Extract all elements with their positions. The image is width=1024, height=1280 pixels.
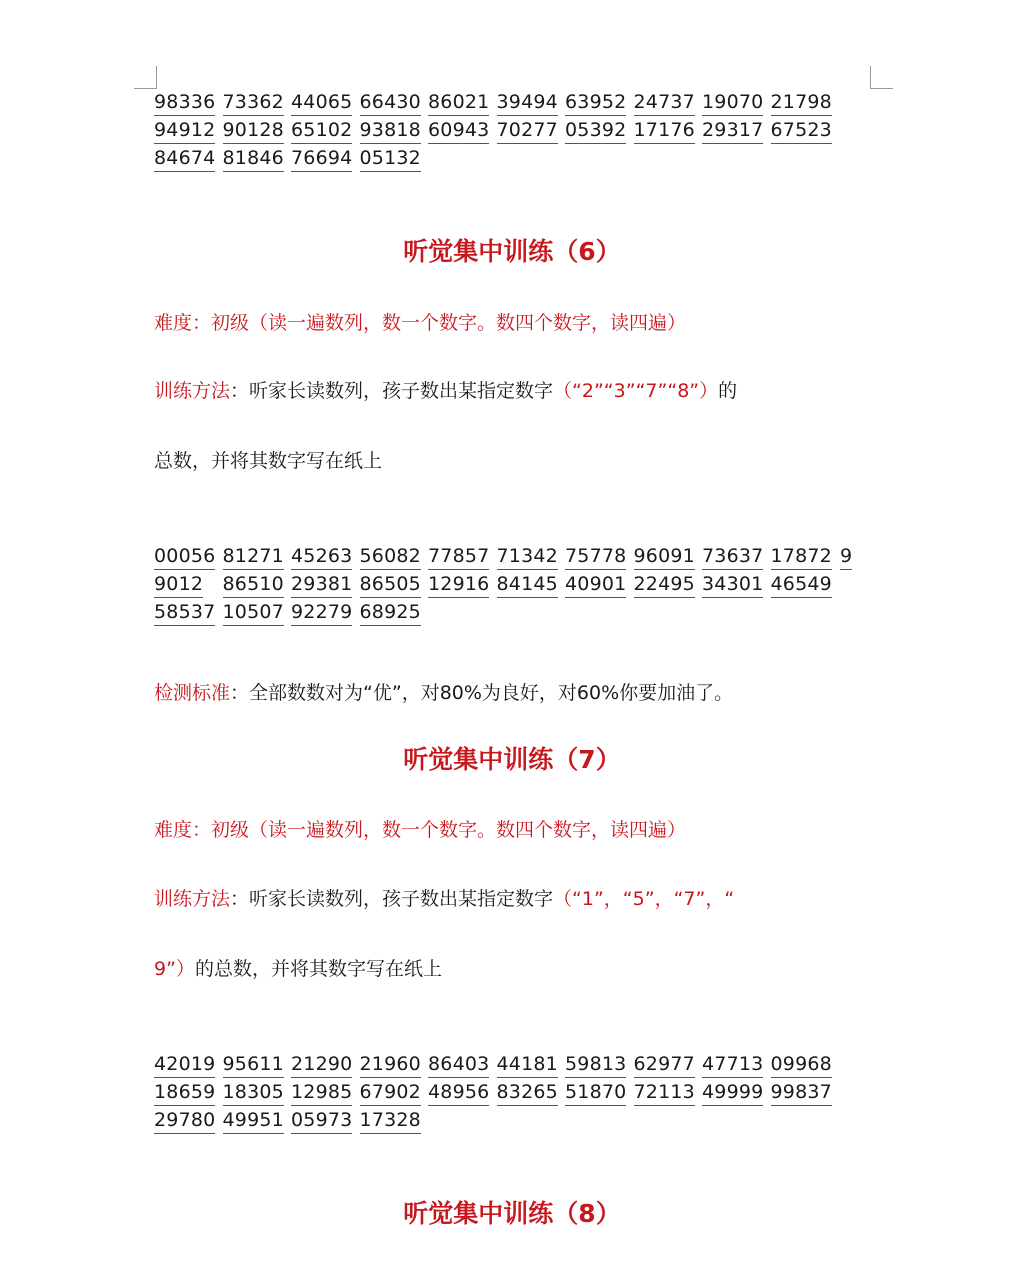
number-cell: 58537: [154, 600, 215, 626]
number-cell: 81271: [223, 544, 284, 570]
criteria-text: ：全部数数对为“优”，对80%为良好，对60%你要加油了。: [230, 682, 734, 704]
section-7-difficulty: 难度：初级（读一遍数列，数一个数字。数四个数字，读四遍）: [154, 819, 687, 841]
number-row: [154, 1080, 874, 1108]
number-cell: 05392: [565, 118, 626, 144]
number-cell: 66430: [360, 90, 421, 116]
number-cell: 70277: [497, 118, 558, 144]
number-cell: 21960: [360, 1052, 421, 1078]
number-cell: 29780: [154, 1108, 215, 1134]
number-row: [154, 90, 874, 118]
number-cell: 67523: [771, 118, 832, 144]
number-cell: 21290: [291, 1052, 352, 1078]
number-row: [154, 146, 874, 174]
number-cell: 98336: [154, 90, 215, 116]
method-digits-cont: 9”）: [154, 958, 195, 980]
method-digits: （“2”“3”“7”“8”）: [553, 380, 719, 402]
number-cell: 73637: [702, 544, 763, 570]
number-cell: 22495: [634, 572, 695, 598]
number-cell: 63952: [565, 90, 626, 116]
number-block-section-6: [154, 544, 874, 628]
number-cell: 18305: [223, 1080, 284, 1106]
number-cell: 17176: [634, 118, 695, 144]
number-cell: 67902: [360, 1080, 421, 1106]
number-block-section-7: [154, 1052, 874, 1136]
method-text-end: 的: [718, 380, 738, 402]
section-6-method-line2: 总数，并将其数字写在纸上: [154, 450, 383, 472]
number-cell: 72113: [634, 1080, 695, 1106]
number-row: [154, 1108, 874, 1136]
number-cell: 65102: [291, 118, 352, 144]
number-cell: 77857: [428, 544, 489, 570]
number-cell: 40901: [565, 572, 626, 598]
section-6-method: [154, 378, 737, 404]
number-cell: 9012: [154, 572, 203, 598]
number-cell: 99837: [771, 1080, 832, 1106]
method-label: 训练方法: [154, 380, 231, 402]
number-row: [154, 118, 874, 146]
number-cell: 21798: [771, 90, 832, 116]
section-7-method-line2: [154, 956, 442, 982]
number-cell: 34301: [702, 572, 763, 598]
number-cell: 71342: [497, 544, 558, 570]
method-label: 训练方法: [154, 888, 231, 910]
number-cell: 62977: [634, 1052, 695, 1078]
number-cell: 44181: [497, 1052, 558, 1078]
number-cell: 12916: [428, 572, 489, 598]
number-row: [154, 572, 874, 600]
number-cell: 49951: [223, 1108, 284, 1134]
number-cell: 48956: [428, 1080, 489, 1106]
number-row: [154, 600, 874, 628]
number-cell: 94912: [154, 118, 215, 144]
number-cell: 29317: [702, 118, 763, 144]
number-cell: 68925: [360, 600, 421, 626]
number-cell: 86510: [223, 572, 284, 598]
number-cell: 45263: [291, 544, 352, 570]
number-cell: 59813: [565, 1052, 626, 1078]
number-cell: 90128: [223, 118, 284, 144]
number-cell: 95611: [223, 1052, 284, 1078]
number-cell: 86403: [428, 1052, 489, 1078]
method-digits: （“1”，“5”，“7”，“: [553, 888, 735, 910]
number-cell: 46549: [771, 572, 832, 598]
number-cell: 10507: [223, 600, 284, 626]
number-row: [154, 544, 874, 572]
number-cell: 00056: [154, 544, 215, 570]
number-cell: 60943: [428, 118, 489, 144]
method-text: ：听家长读数列，孩子数出某指定数字: [230, 888, 554, 910]
number-cell: 39494: [497, 90, 558, 116]
section-7-title: 听觉集中训练（7）: [403, 745, 621, 774]
number-cell: 29381: [291, 572, 352, 598]
number-cell: 24737: [634, 90, 695, 116]
section-8-title: 听觉集中训练（8）: [403, 1199, 621, 1228]
number-cell: 12985: [291, 1080, 352, 1106]
method-text-end: 的总数，并将其数字写在纸上: [194, 958, 442, 980]
number-cell: 92279: [291, 600, 352, 626]
page-corner-mark-left: [134, 66, 157, 89]
number-cell: 47713: [702, 1052, 763, 1078]
number-cell: 05132: [360, 146, 421, 172]
number-cell: 49999: [702, 1080, 763, 1106]
page-corner-mark-right: [870, 66, 893, 89]
number-cell: 75778: [565, 544, 626, 570]
number-cell: 56082: [360, 544, 421, 570]
number-row: [154, 1052, 874, 1080]
section-6-title: 听觉集中训练（6）: [403, 237, 621, 266]
number-cell: 9: [840, 544, 852, 570]
number-cell: 09968: [771, 1052, 832, 1078]
number-cell: 18659: [154, 1080, 215, 1106]
criteria-label: 检测标准: [154, 682, 231, 704]
number-cell: 51870: [565, 1080, 626, 1106]
number-block-top: [154, 90, 874, 174]
number-cell: 84145: [497, 572, 558, 598]
number-cell: 17872: [771, 544, 832, 570]
section-7-method: [154, 886, 734, 912]
number-cell: 86021: [428, 90, 489, 116]
section-6-criteria: [154, 680, 733, 706]
number-cell: 81846: [223, 146, 284, 172]
number-cell: 86505: [360, 572, 421, 598]
number-cell: 84674: [154, 146, 215, 172]
number-cell: 73362: [223, 90, 284, 116]
number-cell: 76694: [291, 146, 352, 172]
number-cell: 05973: [291, 1108, 352, 1134]
number-cell: 83265: [497, 1080, 558, 1106]
number-cell: 17328: [360, 1108, 421, 1134]
number-cell: 44065: [291, 90, 352, 116]
number-cell: 42019: [154, 1052, 215, 1078]
number-cell: 96091: [634, 544, 695, 570]
section-6-difficulty: 难度：初级（读一遍数列，数一个数字。数四个数字，读四遍）: [154, 312, 687, 334]
method-text: ：听家长读数列，孩子数出某指定数字: [230, 380, 554, 402]
number-cell: 93818: [360, 118, 421, 144]
number-cell: 19070: [702, 90, 763, 116]
